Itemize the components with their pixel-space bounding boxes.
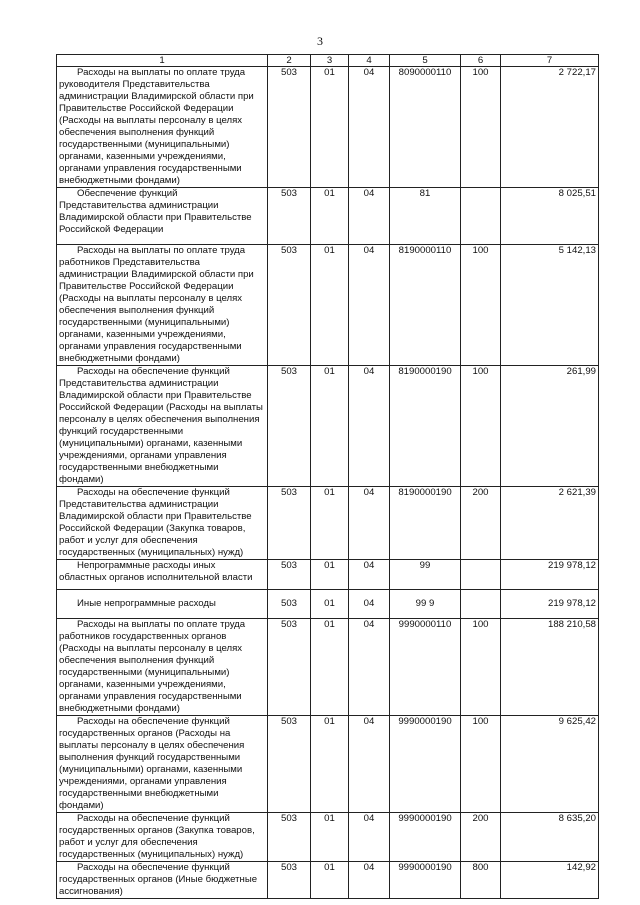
table-row [57,366,599,487]
ministry-code: 503 [268,560,311,590]
section-code: 01 [311,619,349,716]
subsection-code: 04 [349,487,390,560]
expense-name: Расходы на выплаты по оплате труда работников Представительства администрации Владимирской области при Правительстве Российской Федерации (Расходы на выплаты персоналу в целях обеспечения выполнения функций государственными (муниципальными) органами, казенными учреждениями, органами управления государственными внебюджетными фондами) [59,245,254,364]
expense-name: Расходы на обеспечение функций Представительства администрации Владимирской области при Правительстве Российской Федерации (Расходы на выплаты персоналу в целях обеспечения выполнения функций государственными (муниципальными) органами, казенными учреждениями, органами управления государственными внебюджетными фондами) [59,366,263,485]
section-code: 01 [311,716,349,813]
table-row [57,560,599,590]
expense-type-code: 200 [461,813,501,862]
column-header: 2 [268,55,311,67]
expense-name-cell [57,619,268,716]
expense-name-cell [57,862,268,899]
expense-name-cell [57,560,268,590]
ministry-code: 503 [268,245,311,366]
column-header: 7 [501,55,599,67]
table-row [57,716,599,813]
expense-type-code [461,590,501,619]
section-code: 01 [311,188,349,245]
expense-type-code: 800 [461,862,501,899]
amount: 2 722,17 [501,67,599,188]
amount: 2 621,39 [501,487,599,560]
target-article-code: 9990000190 [390,716,461,813]
expense-name-cell [57,67,268,188]
expense-name: Расходы на выплаты по оплате труда работников государственных органов (Расходы на выплаты персоналу в целях обеспечения выполнения функций государственными (муниципальными) органами, казенными учреждениями, органами управления государственными внебюджетными фондами) [59,619,246,714]
expense-name-cell [57,590,268,619]
amount: 219 978,12 [501,560,599,590]
target-article-code: 9990000190 [390,813,461,862]
section-code: 01 [311,560,349,590]
subsection-code: 04 [349,862,390,899]
expense-name-cell [57,366,268,487]
target-article-code: 99 9 [390,590,461,619]
expense-name-cell [57,188,268,245]
column-header: 1 [57,55,268,67]
subsection-code: 04 [349,619,390,716]
target-article-code: 8190000190 [390,487,461,560]
amount: 142,92 [501,862,599,899]
subsection-code: 04 [349,188,390,245]
subsection-code: 04 [349,560,390,590]
target-article-code: 8190000190 [390,366,461,487]
table-row [57,67,599,188]
subsection-code: 04 [349,67,390,188]
expense-name-cell [57,813,268,862]
table-row [57,487,599,560]
expense-name: Расходы на обеспечение функций государственных органов (Расходы на выплаты персоналу в целях обеспечения выполнения функций государственными (муниципальными) органами, казенными учреждениями, органами управления государственными внебюджетными фондами) [59,716,245,811]
ministry-code: 503 [268,67,311,188]
expense-name-cell [57,716,268,813]
table-row [57,245,599,366]
expense-name: Расходы на выплаты по оплате труда руководителя Представительства администрации Владимирской области при Правительстве Российской Федерации (Расходы на выплаты персоналу в целях обеспечения выполнения функций государственными (муниципальными) органами, казенными учреждениями, органами управления государственными внебюджетными фондами) [59,67,254,186]
column-header: 5 [390,55,461,67]
column-header: 6 [461,55,501,67]
ministry-code: 503 [268,716,311,813]
subsection-code: 04 [349,716,390,813]
page-number: 3 [317,34,323,48]
amount: 261,99 [501,366,599,487]
subsection-code: 04 [349,813,390,862]
subsection-code: 04 [349,590,390,619]
amount: 188 210,58 [501,619,599,716]
subsection-code: 04 [349,366,390,487]
section-code: 01 [311,366,349,487]
expense-name-cell [57,487,268,560]
table-row [57,862,599,899]
target-article-code: 9990000110 [390,619,461,716]
table-header-row [57,55,599,67]
section-code: 01 [311,245,349,366]
amount: 9 625,42 [501,716,599,813]
table-row [57,619,599,716]
target-article-code: 8090000110 [390,67,461,188]
expense-type-code: 100 [461,619,501,716]
target-article-code: 9990000190 [390,862,461,899]
table-row [57,188,599,245]
ministry-code: 503 [268,188,311,245]
section-code: 01 [311,487,349,560]
ministry-code: 503 [268,813,311,862]
target-article-code: 99 [390,560,461,590]
amount: 219 978,12 [501,590,599,619]
amount: 8 025,51 [501,188,599,245]
amount: 8 635,20 [501,813,599,862]
expense-type-code: 100 [461,366,501,487]
expense-type-code: 100 [461,716,501,813]
expense-name: Расходы на обеспечение функций государственных органов (Иные бюджетные ассигнования) [59,862,258,897]
expense-type-code: 100 [461,245,501,366]
ministry-code: 503 [268,590,311,619]
expense-name: Непрограммные расходы иных областных органов исполнительной власти [59,560,253,583]
subsection-code: 04 [349,245,390,366]
ministry-code: 503 [268,862,311,899]
target-article-code: 8190000110 [390,245,461,366]
budget-table [56,54,599,899]
expense-name: Иные непрограммные расходы [77,598,216,609]
column-header: 4 [349,55,390,67]
expense-type-code [461,188,501,245]
expense-name-cell [57,245,268,366]
expense-type-code: 100 [461,67,501,188]
expense-type-code: 200 [461,487,501,560]
section-code: 01 [311,67,349,188]
section-code: 01 [311,590,349,619]
column-header: 3 [311,55,349,67]
amount: 5 142,13 [501,245,599,366]
expense-name: Обеспечение функций Представительства администрации Владимирской области при Правительстве Российской Федерации [59,188,252,235]
section-code: 01 [311,813,349,862]
ministry-code: 503 [268,487,311,560]
ministry-code: 503 [268,366,311,487]
target-article-code: 81 [390,188,461,245]
ministry-code: 503 [268,619,311,716]
table-row [57,813,599,862]
expense-name: Расходы на обеспечение функций государственных органов (Закупка товаров, работ и услуг для обеспечения государственных (муниципальных) нужд) [59,813,255,860]
table-row [57,590,599,619]
expense-name: Расходы на обеспечение функций Представительства администрации Владимирской области при Правительстве Российской Федерации (Закупка товаров, работ и услуг для обеспечения государственных (муниципальных) нужд) [59,487,252,558]
expense-type-code [461,560,501,590]
section-code: 01 [311,862,349,899]
